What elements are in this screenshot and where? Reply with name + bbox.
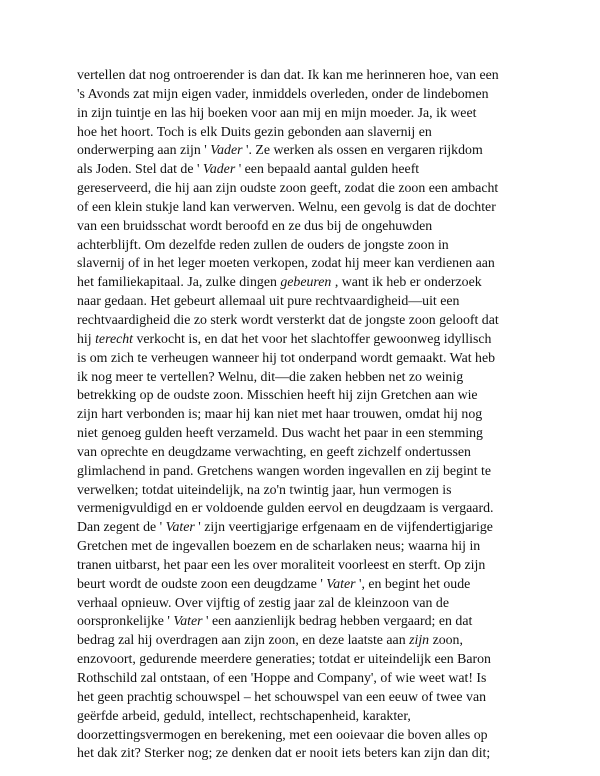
text-line: vertellen dat nog ontroerender is dan dat. Ik kan me herinneren hoe, van een — [77, 67, 499, 82]
text-line: Dan zegent de ' Vater ' zijn veertigjarige erfgenaam en de vijfendertigjarige — [77, 519, 493, 535]
text-line: verhaal opnieuw. Over vijftig of zestig jaar zal de kleinzoon van de — [77, 594, 449, 610]
text-line: het geen prachtig schouwspel – het schouwspel van een eeuw of twee van — [77, 688, 487, 704]
document-page — [77, 66, 537, 763]
text-line: het familiekapitaal. Ja, zulke dingen gebeuren , want ik heb er onderzoek — [77, 274, 482, 290]
text-line: achterblijft. Om dezelfde reden zullen de ouders de jongste zoon in — [77, 236, 449, 252]
text-line: zijn hart verbonden is; maar hij kan niet met haar trouwen, omdat hij nog — [77, 406, 483, 422]
text-line: 's Avonds zat mijn eigen vader, inmiddels overleden, onder de lindebomen — [77, 85, 489, 101]
text-line: hij terecht verkocht is, en dat het voor het slachtoffer gewoonweg idyllisch — [77, 330, 492, 346]
text-line: vermenigvuldigd en er voldoende gulden eervol en deugdzaam is vergaard. — [77, 500, 494, 516]
text-line: betrekking op de oudste zoon. Misschien heeft hij zijn Gretchen aan wie — [77, 387, 478, 403]
text-line: doorzettingsvermogen en berekening, met een ooievaar die boven alles op — [77, 726, 488, 742]
text-line: of een klein stukje land kan verwerven. Welnu, een gevolg is dat de dochter — [77, 198, 496, 214]
text-line: als Joden. Stel dat de ' Vader ' een bepaald aantal gulden heeft — [77, 161, 420, 177]
text-line: gereserveerd, die hij aan zijn oudste zoon geeft, zodat die zoon een ambacht — [77, 180, 499, 196]
text-line: ik nog meer te vertellen? Welnu, dit—die zaken hebben net zo weinig — [77, 368, 464, 384]
text-line: van een bruidsschat wordt beroofd en ze dus bij de ongehuwden — [77, 217, 433, 233]
text-line: oorspronkelijke ' Vater ' een aanzienlijk bedrag hebben vergaard; en dat — [77, 613, 473, 629]
text-line: slavernij of in het leger moeten verkopen, zodat hij meer kan verdienen aan — [77, 255, 495, 271]
text-line: verwelken; totdat uiteindelijk, na zo'n twintig jaar, hun vermogen is — [77, 481, 452, 497]
text-line: geërfde arbeid, geduld, intellect, rechtschapenheid, karakter, — [77, 707, 411, 723]
text-line: in zijn tuintje en las hij boeken voor aan mij en mijn moeder. Ja, ik weet — [77, 104, 477, 120]
text-line: bedrag zal hij overdragen aan zijn zoon, en deze laatste aan zijn zoon, — [77, 632, 463, 648]
text-line: is om zich te verheugen wanneer hij tot onderpand wordt gemaakt. Wat heb — [77, 349, 496, 365]
text-line: van oprechte en deugdzame verwachting, en geeft zichzelf ondertussen — [77, 443, 471, 459]
text-line: rechtvaardigheid die zo sterk wordt versterkt dat de jongste zoon gelooft dat — [77, 311, 499, 327]
text-line: hoe het hoort. Toch is elk Duits gezin gebonden aan slavernij en — [77, 123, 432, 139]
text-line: beurt wordt de oudste zoon een deugdzame ' Vater ', en begint het oude — [77, 575, 471, 591]
text-line: glimlachend in pand. Gretchens wangen worden ingevallen en zij begint te — [77, 462, 492, 478]
text-line: Rothschild zal ontstaan, of een 'Hoppe and Company', of wie weet wat! Is — [77, 670, 487, 685]
text-line: enzovoort, gedurende meerdere generaties; totdat er uiteindelijk een Baron — [77, 651, 491, 667]
text-line: tranen uitbarst, het paar een les over moraliteit voorleest en sterft. Op zijn — [77, 556, 486, 572]
text-line: onderwerping aan zijn ' Vader '. Ze werken als ossen en vergaren rijkdom — [77, 142, 483, 158]
text-line: naar gedaan. Het gebeurt allemaal uit pure rechtvaardigheid—uit een — [77, 293, 460, 309]
text-line: niet genoeg gulden heeft verzameld. Dus wacht het paar in een stemming — [77, 425, 483, 441]
text-line: Gretchen met de ingevallen boezem en de scharlaken neus; waarna hij in — [77, 538, 481, 554]
text-line: het dak zit? Sterker nog; ze denken dat er nooit iets beters kan zijn dan dit; — [77, 745, 491, 761]
